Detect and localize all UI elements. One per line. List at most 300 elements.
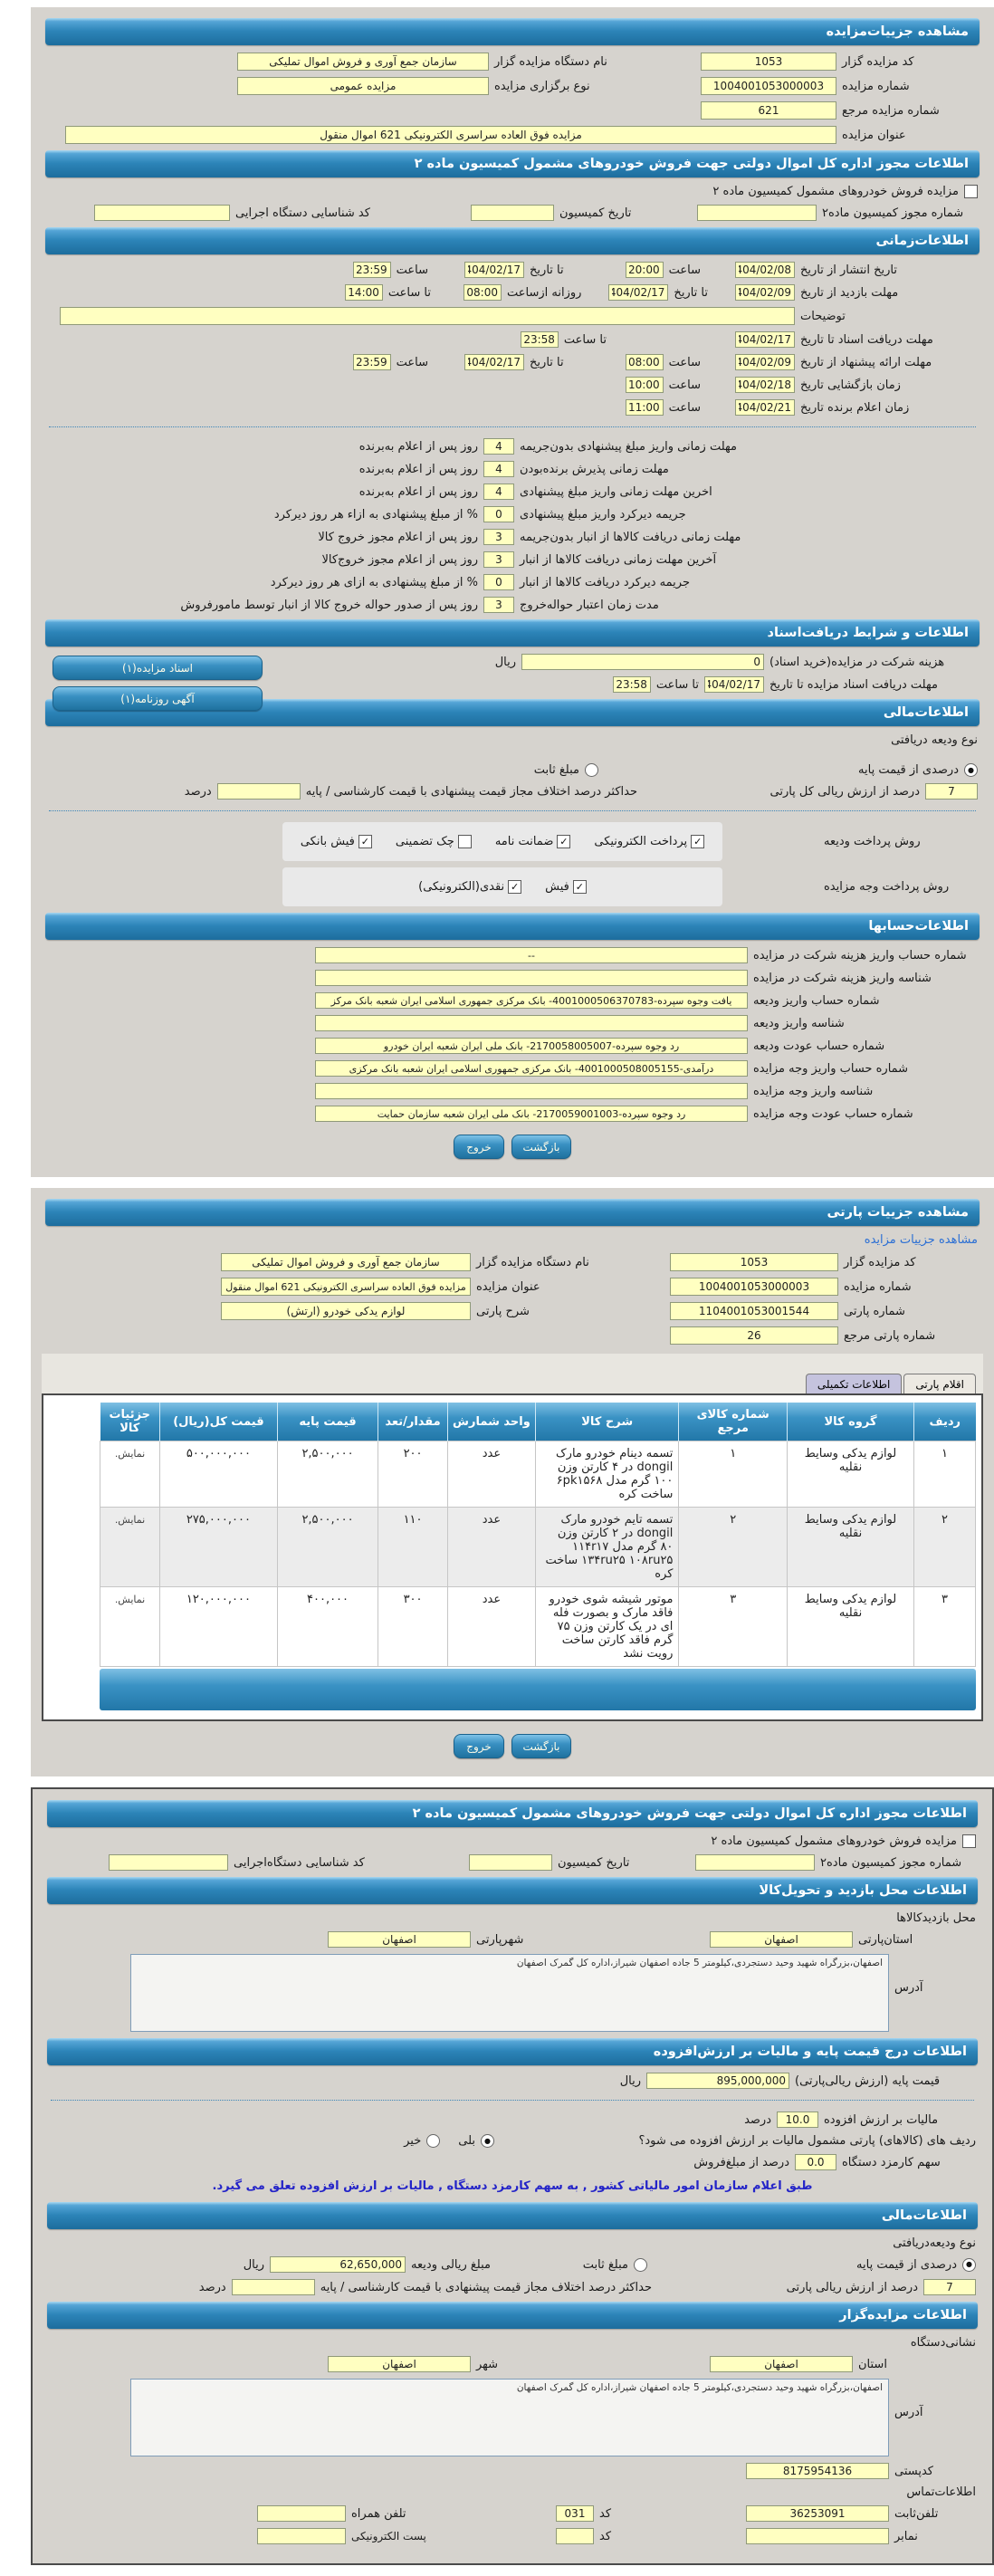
party-desc-label: شرح پارتی bbox=[476, 1304, 530, 1318]
org-address-title: نشانی‌دستگاه bbox=[910, 2336, 976, 2350]
cell-row-number: ۲ bbox=[914, 1508, 976, 1587]
tab-party-items[interactable]: اقلام پارتی bbox=[903, 1374, 976, 1393]
email-label: پست الکترونیکی bbox=[351, 2530, 426, 2542]
penalty-row bbox=[47, 506, 978, 522]
penalty-label: مهلت زمانی واریز مبلغ پیشنهادی بدون‌جریمه bbox=[520, 439, 737, 454]
cell-goods-desc: تسمه تایم خودرو مارک dongil در ۲ کارتن وزن ۸۰ گرم مدل ۱۱۴r۱۷ ۱۳۴ru۲۵ ۱۰۸ru۲۵ ساخت کره bbox=[535, 1508, 678, 1587]
deposit-percent-row bbox=[47, 783, 978, 800]
back-button[interactable]: بازگشت bbox=[511, 1135, 571, 1159]
agency-fee-input[interactable] bbox=[795, 2154, 836, 2170]
deposit-pay-method-row bbox=[47, 822, 978, 861]
visit-date-label: مهلت بازدید از تاریخ bbox=[800, 285, 899, 300]
cell-count-unit: عدد bbox=[447, 1508, 535, 1587]
dotted-separator bbox=[49, 426, 976, 427]
col-row-number: ردیف bbox=[914, 1403, 976, 1441]
visit-to-time[interactable] bbox=[345, 284, 383, 301]
exit-button[interactable]: خروج bbox=[454, 1734, 504, 1758]
checkbox-bank-receipt[interactable]: ✓ bbox=[358, 835, 372, 848]
party-tabs bbox=[42, 1374, 983, 1393]
opening-time[interactable] bbox=[626, 377, 664, 393]
col-count-unit: واحد شمارش bbox=[447, 1403, 535, 1441]
account-row bbox=[47, 1060, 978, 1077]
to-date-label: تا تاریخ bbox=[530, 355, 564, 369]
description-input[interactable] bbox=[60, 307, 795, 325]
org-name-label: نام دستگاه مزایده گزار bbox=[476, 1255, 589, 1269]
penalty-value-input[interactable] bbox=[483, 574, 514, 590]
fax-row bbox=[49, 2528, 976, 2544]
to-hour-label: تا ساعت bbox=[563, 332, 607, 347]
account-input[interactable] bbox=[315, 992, 748, 1009]
bidder-code-input[interactable] bbox=[670, 1253, 838, 1271]
max-diff-input[interactable] bbox=[232, 2279, 315, 2295]
deposit-radio-row bbox=[47, 763, 978, 777]
dotted-separator bbox=[51, 2100, 974, 2101]
vat-yes-label: بلی bbox=[458, 2134, 475, 2148]
form-row bbox=[47, 77, 978, 95]
province-city-row bbox=[49, 1931, 976, 1948]
auction-details-link[interactable]: مشاهده جزییات مزایده bbox=[864, 1233, 978, 1247]
offer-from-time[interactable] bbox=[626, 354, 664, 370]
form-row bbox=[47, 53, 978, 71]
section-header-timing: اطلاعات‌زمانی bbox=[45, 227, 980, 254]
bidder-code-input[interactable] bbox=[701, 53, 836, 71]
permit-date-label: تاریخ کمیسیون bbox=[558, 1855, 630, 1870]
party-no-input[interactable] bbox=[670, 1302, 838, 1320]
permit-exec-code-input[interactable] bbox=[94, 205, 230, 221]
show-item-details-link[interactable]: نمایش. bbox=[114, 1448, 146, 1460]
postal-code-input[interactable] bbox=[746, 2463, 889, 2479]
section-header-financial: اطلاعات‌مالی bbox=[47, 2202, 978, 2229]
radio-fixed-label: مبلغ ثابت bbox=[582, 2257, 628, 2272]
account-input[interactable] bbox=[315, 947, 748, 963]
account-label: شناسه واریز وجه مزایده bbox=[753, 1084, 874, 1098]
publish-to-date[interactable] bbox=[464, 262, 524, 278]
checkbox-receipt[interactable]: ✓ bbox=[573, 880, 587, 894]
radio-fixed-amount[interactable] bbox=[634, 2258, 647, 2272]
agency-fee-suffix: درصد از مبلغ‌فروش bbox=[693, 2155, 789, 2169]
col-ref-goods-no: شماره کالای مرجع bbox=[679, 1403, 788, 1441]
permit-checkbox[interactable] bbox=[962, 1834, 976, 1848]
table-header-row bbox=[100, 1403, 976, 1441]
penalty-value-input[interactable] bbox=[483, 506, 514, 522]
col-total-price: قیمت کل(ریال) bbox=[160, 1403, 278, 1441]
penalty-suffix: % از مبلغ پیشنهادی به ازاء هر روز دیرکرد bbox=[273, 507, 478, 522]
docs-deadline-time[interactable] bbox=[521, 331, 559, 348]
party-details-panel bbox=[31, 1188, 994, 1776]
agency-fee-label: سهم کارمزد دستگاه bbox=[842, 2155, 941, 2169]
base-price-input[interactable] bbox=[646, 2073, 789, 2089]
rial-label: ریال bbox=[494, 655, 516, 669]
percent-label: درصد bbox=[744, 2112, 771, 2127]
penalty-row bbox=[47, 461, 978, 477]
hour-label: ساعت bbox=[668, 263, 701, 277]
deposit-percent-suffix: درصد از ارزش ریالی پارتی bbox=[786, 2280, 918, 2294]
party-province-label: استان‌پارتی bbox=[858, 1932, 913, 1947]
org-name-input[interactable] bbox=[221, 1253, 471, 1271]
account-input[interactable] bbox=[315, 1015, 748, 1031]
pay-option: ✓ فیش بانکی bbox=[301, 835, 372, 848]
rial-label: ریال bbox=[619, 2073, 641, 2088]
contact-info-title: اطلاعات‌تماس bbox=[906, 2485, 976, 2499]
back-button[interactable]: بازگشت bbox=[511, 1734, 571, 1758]
deposit-percent-input[interactable] bbox=[925, 783, 978, 800]
party-desc-input[interactable] bbox=[221, 1302, 471, 1320]
penalty-label: جریمه دیرکرد دریافت کالاها از انبار bbox=[520, 575, 690, 589]
address-label: آدرس bbox=[894, 2406, 923, 2419]
radio-fixed-amount[interactable] bbox=[585, 763, 598, 777]
visit-to-date[interactable] bbox=[608, 284, 668, 301]
org-address-textarea[interactable]: اصفهان،بزرگراه شهید وحید دستجردی،کیلومتر 5 جاده اصفهان شیراز،اداره کل گمرک اصفهان bbox=[130, 2379, 889, 2456]
visit-from-date[interactable] bbox=[735, 284, 795, 301]
docs-fee-label: هزینه شرکت در مزایده(خرید اسناد) bbox=[769, 655, 945, 669]
org-province-label: استان bbox=[858, 2357, 887, 2371]
max-diff-input[interactable] bbox=[217, 783, 301, 800]
penalty-suffix: % از مبلغ پیشنهادی به ازای هر روز دیرکرد bbox=[270, 575, 478, 589]
email-input[interactable] bbox=[257, 2528, 346, 2544]
cell-count-unit: عدد bbox=[447, 1587, 535, 1667]
account-label: شماره حساب عودت ودیعه bbox=[753, 1039, 885, 1053]
bidder-code-label: کد مزایده گزار bbox=[844, 1255, 916, 1269]
permit-exec-code-label: کد شناسایی دستگاه‌اجرایی bbox=[234, 1855, 365, 1870]
show-item-details-link[interactable]: نمایش. bbox=[114, 1594, 146, 1605]
account-row bbox=[47, 1106, 978, 1122]
penalty-suffix: روز پس از اعلام مجوز خروج کالا bbox=[318, 530, 478, 544]
cell-quantity: ۱۱۰ bbox=[378, 1508, 448, 1587]
postal-code-label: کدپستی bbox=[894, 2464, 933, 2478]
penalty-label: مدت زمان اعتبار حواله‌خروج bbox=[520, 598, 659, 612]
account-label: شناسه واریز ودیعه bbox=[753, 1016, 845, 1030]
offer-to-time[interactable] bbox=[353, 354, 391, 370]
account-input[interactable] bbox=[315, 970, 748, 986]
org-province-input[interactable] bbox=[710, 2356, 853, 2372]
opening-time-label: زمان بازگشایی تاریخ bbox=[800, 378, 901, 392]
account-label: شماره حساب عودت وجه مزایده bbox=[753, 1106, 913, 1121]
auction-title-input[interactable] bbox=[65, 126, 836, 144]
address-row bbox=[49, 1954, 976, 2032]
deposit-type-row bbox=[49, 2236, 976, 2250]
party-no-label: شماره پارتی bbox=[844, 1304, 905, 1318]
table-row bbox=[100, 1587, 976, 1667]
checkbox-certified-check[interactable] bbox=[458, 835, 472, 848]
party-items-table-container bbox=[42, 1393, 983, 1721]
deposit-amount-label: مبلغ ریالی ودیعه bbox=[411, 2257, 491, 2272]
account-input[interactable] bbox=[315, 1038, 748, 1054]
auction-no-input[interactable] bbox=[670, 1278, 838, 1296]
radio-vat-no[interactable] bbox=[426, 2134, 440, 2148]
checkbox-guarantee-letter[interactable]: ✓ bbox=[557, 835, 570, 848]
form-row bbox=[47, 1253, 978, 1271]
deposit-type-label: نوع ودیعه‌دریافتی bbox=[893, 2236, 976, 2250]
penalty-label: مهلت زمانی دریافت کالاها از انبار بدون‌جریمه bbox=[520, 530, 741, 544]
percent-label: درصد bbox=[184, 784, 212, 799]
party-province-input[interactable] bbox=[710, 1931, 853, 1948]
table-row bbox=[100, 1441, 976, 1508]
auction-pay-method-row bbox=[47, 867, 978, 906]
section-header-auction-details bbox=[45, 18, 980, 45]
dotted-separator bbox=[49, 810, 976, 811]
deposit-percent-suffix: درصد از ارزش ریالی کل پارتی bbox=[769, 784, 920, 799]
account-row bbox=[47, 1083, 978, 1099]
mobile-label: تلفن همراه bbox=[351, 2506, 406, 2521]
visit-location-label-row bbox=[49, 1911, 976, 1925]
vat-input[interactable] bbox=[777, 2112, 818, 2128]
auction-title-input[interactable] bbox=[221, 1278, 471, 1296]
visit-from-time[interactable] bbox=[464, 284, 502, 301]
cell-goods-group: لوازم یدکی وسایط نقلیه bbox=[788, 1587, 914, 1667]
timing-row-winner bbox=[47, 399, 978, 416]
party-items-table bbox=[100, 1403, 976, 1667]
winner-announce-label: زمان اعلام برنده تاریخ bbox=[800, 400, 910, 415]
max-diff-label: حداکثر درصد اختلاف مجاز قیمت پیشنهادی با قیمت کارشناسی / پایه bbox=[320, 2280, 652, 2294]
auction-docs-button[interactable]: اسناد مزایده(۱) bbox=[53, 656, 263, 680]
party-address-textarea[interactable]: اصفهان،بزرگراه شهید وحید دستجردی،کیلومتر 5 جاده اصفهان شیراز،اداره کل گمرک اصفهان bbox=[130, 1954, 889, 2032]
account-label: شناسه واریز هزینه شرکت در مزایده bbox=[753, 971, 932, 985]
permit-checkbox-row bbox=[49, 1834, 976, 1848]
area-code-label: کد bbox=[599, 2506, 612, 2521]
auction-details-panel bbox=[31, 7, 994, 1177]
permit-date-input[interactable] bbox=[469, 1854, 552, 1871]
hour-label: ساعت bbox=[396, 355, 429, 369]
timing-row-visit bbox=[47, 284, 978, 301]
auction-no-input[interactable] bbox=[701, 77, 836, 95]
account-row bbox=[47, 1038, 978, 1054]
form-row bbox=[47, 1302, 978, 1320]
col-goods-group: گروه کالا bbox=[788, 1403, 914, 1441]
account-label: شماره حساب واریز هزینه شرکت در مزایده bbox=[753, 948, 967, 962]
checkbox-electronic-payment[interactable]: ✓ bbox=[691, 835, 704, 848]
penalty-row bbox=[47, 551, 978, 568]
deposit-type-label: نوع ودیعه دریافتی bbox=[891, 733, 978, 747]
penalty-suffix: روز پس از اعلام به‌برنده bbox=[358, 439, 478, 454]
party-ref-input[interactable] bbox=[670, 1326, 838, 1345]
publish-from-date[interactable] bbox=[735, 262, 795, 278]
radio-percent-label: درصدی از قیمت پایه bbox=[858, 763, 959, 777]
hour-label: ساعت bbox=[668, 355, 701, 369]
winner-announce-date[interactable] bbox=[735, 399, 795, 416]
penalty-row bbox=[47, 597, 978, 613]
cell-quantity: ۲۰۰ bbox=[378, 1441, 448, 1508]
permit-checkbox-label: مزایده فروش خودروهای مشمول کمیسیون ماده ۲ bbox=[711, 1834, 957, 1848]
section-header-party-details: مشاهده جزییات پارتی bbox=[45, 1199, 980, 1226]
col-base-price: قیمت پایه bbox=[277, 1403, 378, 1441]
bidder-code-label: کد مزایده گزار bbox=[842, 54, 914, 69]
auction-no-label: شماره مزایده bbox=[842, 79, 910, 93]
description-label: توضیحات bbox=[800, 309, 846, 323]
cell-ref-goods-no: ۳ bbox=[679, 1587, 788, 1667]
penalty-label: مهلت زمانی پذیرش برنده‌بودن bbox=[520, 462, 669, 476]
offer-to-date[interactable] bbox=[464, 354, 524, 370]
permit-date-input[interactable] bbox=[471, 205, 554, 221]
cell-row-number: ۱ bbox=[914, 1441, 976, 1508]
opening-date[interactable] bbox=[735, 377, 795, 393]
auction-details-link-row bbox=[47, 1233, 978, 1247]
penalty-value-input[interactable] bbox=[483, 438, 514, 455]
account-input[interactable] bbox=[315, 1106, 748, 1122]
penalty-suffix: روز پس از صدور حواله خروج کالا از انبار توسط مامورفروش bbox=[180, 598, 478, 612]
penalty-value-input[interactable] bbox=[483, 484, 514, 500]
radio-percent-of-base[interactable]: ● bbox=[964, 763, 978, 777]
vat-question-row bbox=[49, 2134, 976, 2148]
docs-deadline-label: مهلت دریافت اسناد تا تاریخ bbox=[800, 332, 933, 347]
hour-label: ساعت bbox=[668, 400, 701, 415]
penalty-row bbox=[47, 529, 978, 545]
docs-deadline-date-input[interactable] bbox=[704, 676, 764, 693]
permit-date-label: تاریخ کمیسیون bbox=[559, 206, 632, 220]
auction-pay-options bbox=[282, 867, 722, 906]
docs-deadline-time-input[interactable] bbox=[613, 676, 651, 693]
section-title: مشاهده جزییات‌مزایده bbox=[826, 24, 969, 39]
action-buttons bbox=[40, 1135, 985, 1159]
address-label: آدرس bbox=[894, 1981, 923, 1995]
exit-button[interactable]: خروج bbox=[454, 1135, 504, 1159]
section-header-permit: اطلاعات مجوز اداره کل اموال دولتی جهت فروش خودروهای مشمول کمیسیون ماده ۲ bbox=[47, 1800, 978, 1827]
cell-row-number: ۳ bbox=[914, 1587, 976, 1667]
vat-no-label: خیر bbox=[404, 2134, 422, 2148]
penalty-suffix: روز پس از اعلام به‌برنده bbox=[358, 484, 478, 499]
visit-location-label: محل بازدیدکالاها bbox=[896, 1911, 976, 1925]
account-input[interactable] bbox=[315, 1060, 748, 1077]
fax-input[interactable] bbox=[746, 2528, 889, 2544]
cell-ref-goods-no: ۱ bbox=[679, 1441, 788, 1508]
vat-notice-text: طبق اعلام سازمان امور مالیاتی کشور , به سهم کارمزد دستگاه , مالیات بر ارزش افزوده تعلق می گیرد. bbox=[212, 2179, 813, 2193]
penalty-row bbox=[47, 484, 978, 500]
auction-ref-input[interactable] bbox=[701, 101, 836, 120]
daily-from-hour-label: روزانه ازساعت bbox=[506, 285, 582, 300]
penalty-value-input[interactable] bbox=[483, 529, 514, 545]
section-header-docs: اطلاعات و شرایط دریافت‌اسناد bbox=[45, 619, 980, 646]
area-code-input[interactable] bbox=[556, 2505, 594, 2522]
section-header-organizer: اطلاعات مزایده‌گزار bbox=[47, 2302, 978, 2329]
cell-goods-desc: تسمه دینام خودرو مارک dongil در ۴ کارتن وزن ۱۰۰ گرم مدل ۶pk۱۵۶۸ ساخت کره bbox=[535, 1441, 678, 1508]
permit-checkbox[interactable] bbox=[964, 185, 978, 198]
pay-option: ✓ پرداخت الکترونیکی bbox=[594, 835, 704, 848]
show-item-details-link[interactable]: نمایش. bbox=[114, 1514, 146, 1526]
org-name-label: نام دستگاه مزایده گزار bbox=[494, 54, 607, 69]
form-row bbox=[47, 1326, 978, 1345]
postal-code-row bbox=[49, 2463, 976, 2479]
deposit-pay-options bbox=[282, 822, 722, 861]
org-city-input[interactable] bbox=[328, 2356, 471, 2372]
pay-option: چک تضمینی bbox=[396, 835, 472, 848]
cell-quantity: ۳۰۰ bbox=[378, 1587, 448, 1667]
section-header-accounts: اطلاعات‌حسابها bbox=[45, 913, 980, 940]
tab-extra-info[interactable]: اطلاعات تکمیلی bbox=[806, 1374, 902, 1393]
cell-total-price: ۱۲۰,۰۰۰,۰۰۰ bbox=[160, 1587, 278, 1667]
permit-no-input[interactable] bbox=[697, 205, 817, 221]
party-ref-label: شماره پارتی مرجع bbox=[844, 1328, 936, 1343]
permit-exec-code-input[interactable] bbox=[109, 1854, 228, 1871]
docs-fee-input[interactable] bbox=[521, 654, 764, 670]
penalty-value-input[interactable] bbox=[483, 551, 514, 568]
action-buttons bbox=[40, 1734, 985, 1758]
to-date-label: تا تاریخ bbox=[674, 285, 708, 300]
party-extra-panel bbox=[31, 1787, 994, 2565]
winner-announce-time[interactable] bbox=[626, 399, 664, 416]
party-city-input[interactable] bbox=[328, 1931, 471, 1948]
permit-exec-code-label: کد شناسایی دستگاه اجرایی bbox=[235, 206, 370, 220]
fax-code-label: کد bbox=[599, 2529, 612, 2543]
fax-code-input[interactable] bbox=[556, 2528, 594, 2544]
timing-row-description bbox=[47, 307, 978, 325]
permit-no-label: شماره مجوز کمیسیون ماده۲ bbox=[822, 206, 964, 220]
cell-total-price: ۵۰۰,۰۰۰,۰۰۰ bbox=[160, 1441, 278, 1508]
max-diff-label: حداکثر درصد اختلاف مجاز قیمت پیشنهادی با قیمت کارشناسی / پایه bbox=[305, 784, 637, 799]
cell-goods-desc: موتور شیشه شوی خودرو فاقد مارک و بصورت فله ای در یک کارتن وزن ۷۵ گرم فاقد کارتن ساخت رویت نشد bbox=[535, 1587, 678, 1667]
table-row bbox=[100, 1508, 976, 1587]
permit-fields-row bbox=[49, 1854, 976, 1871]
auction-no-label: شماره مزایده bbox=[844, 1279, 912, 1294]
auction-type-input[interactable] bbox=[237, 77, 489, 95]
org-name-input[interactable] bbox=[237, 53, 489, 71]
penalty-value-input[interactable] bbox=[483, 597, 514, 613]
docs-deadline-date[interactable] bbox=[735, 331, 795, 348]
docs-deadline-label: مهلت دریافت اسناد مزایده تا تاریخ bbox=[769, 677, 938, 692]
base-price-row bbox=[49, 2073, 976, 2089]
publish-to-time[interactable] bbox=[353, 262, 391, 278]
section-header-financial: اطلاعات‌مالی bbox=[45, 699, 980, 726]
vat-question-label: ردیف های (کالاهای) پارتی مشمول مالیات بر ارزش افزوده می شود؟ bbox=[638, 2134, 976, 2148]
form-row bbox=[47, 101, 978, 120]
radio-percent-of-base[interactable]: ● bbox=[962, 2258, 976, 2272]
cell-count-unit: عدد bbox=[447, 1441, 535, 1508]
offer-from-date[interactable] bbox=[735, 354, 795, 370]
pay-option: ✓ فیش bbox=[545, 880, 587, 894]
account-input[interactable] bbox=[315, 1083, 748, 1099]
permit-no-label: شماره مجوز کمیسیون ماده۲ bbox=[820, 1855, 962, 1870]
phone-row bbox=[49, 2505, 976, 2522]
to-hour-label: تا ساعت bbox=[655, 677, 699, 692]
checkbox-cash-electronic[interactable]: ✓ bbox=[508, 880, 521, 894]
auction-type-label: نوع برگزاری مزایده bbox=[494, 79, 590, 93]
account-row bbox=[47, 992, 978, 1009]
to-date-label: تا تاریخ bbox=[530, 263, 564, 277]
penalty-row bbox=[47, 574, 978, 590]
penalty-value-input[interactable] bbox=[483, 461, 514, 477]
hour-label: ساعت bbox=[668, 378, 701, 392]
cell-ref-goods-no: ۲ bbox=[679, 1508, 788, 1587]
vat-percent-row bbox=[49, 2112, 976, 2128]
deposit-percent-row bbox=[49, 2279, 976, 2295]
cell-total-price: ۲۷۵,۰۰۰,۰۰۰ bbox=[160, 1508, 278, 1587]
timing-row-offer bbox=[47, 354, 978, 370]
newspaper-ad-button[interactable]: آگهی روزنامه(۱) bbox=[53, 686, 263, 711]
account-row bbox=[47, 970, 978, 986]
docs-section bbox=[40, 654, 985, 705]
form-row bbox=[47, 1278, 978, 1296]
penalty-suffix: روز پس از اعلام مجوز خروج‌کالا bbox=[321, 552, 478, 567]
tab-strip-band bbox=[42, 1354, 983, 1393]
auction-pay-method-label: روش پرداخت وجه مزایده bbox=[824, 880, 950, 894]
publish-from-time[interactable] bbox=[626, 262, 664, 278]
deposit-percent-input[interactable] bbox=[923, 2279, 976, 2295]
account-row bbox=[47, 1015, 978, 1031]
section-header-location: اطلاعات محل بازدید و تحویل‌کالا bbox=[47, 1877, 978, 1904]
auction-title-label: عنوان مزایده bbox=[842, 128, 906, 142]
deposit-amount-input[interactable] bbox=[270, 2256, 406, 2273]
cell-base-price: ۲,۵۰۰,۰۰۰ bbox=[277, 1441, 378, 1508]
radio-vat-yes[interactable]: ● bbox=[481, 2134, 494, 2148]
cell-base-price: ۲,۵۰۰,۰۰۰ bbox=[277, 1508, 378, 1587]
timing-row-publish bbox=[47, 262, 978, 278]
permit-checkbox-row bbox=[47, 185, 978, 198]
vat-label: مالیات بر ارزش افزوده bbox=[824, 2112, 939, 2127]
phone-input[interactable] bbox=[746, 2505, 889, 2522]
permit-no-input[interactable] bbox=[695, 1854, 815, 1871]
permit-fields-row bbox=[47, 205, 978, 221]
agency-fee-row bbox=[49, 2154, 976, 2170]
timing-row-opening bbox=[47, 377, 978, 393]
mobile-input[interactable] bbox=[257, 2505, 346, 2522]
